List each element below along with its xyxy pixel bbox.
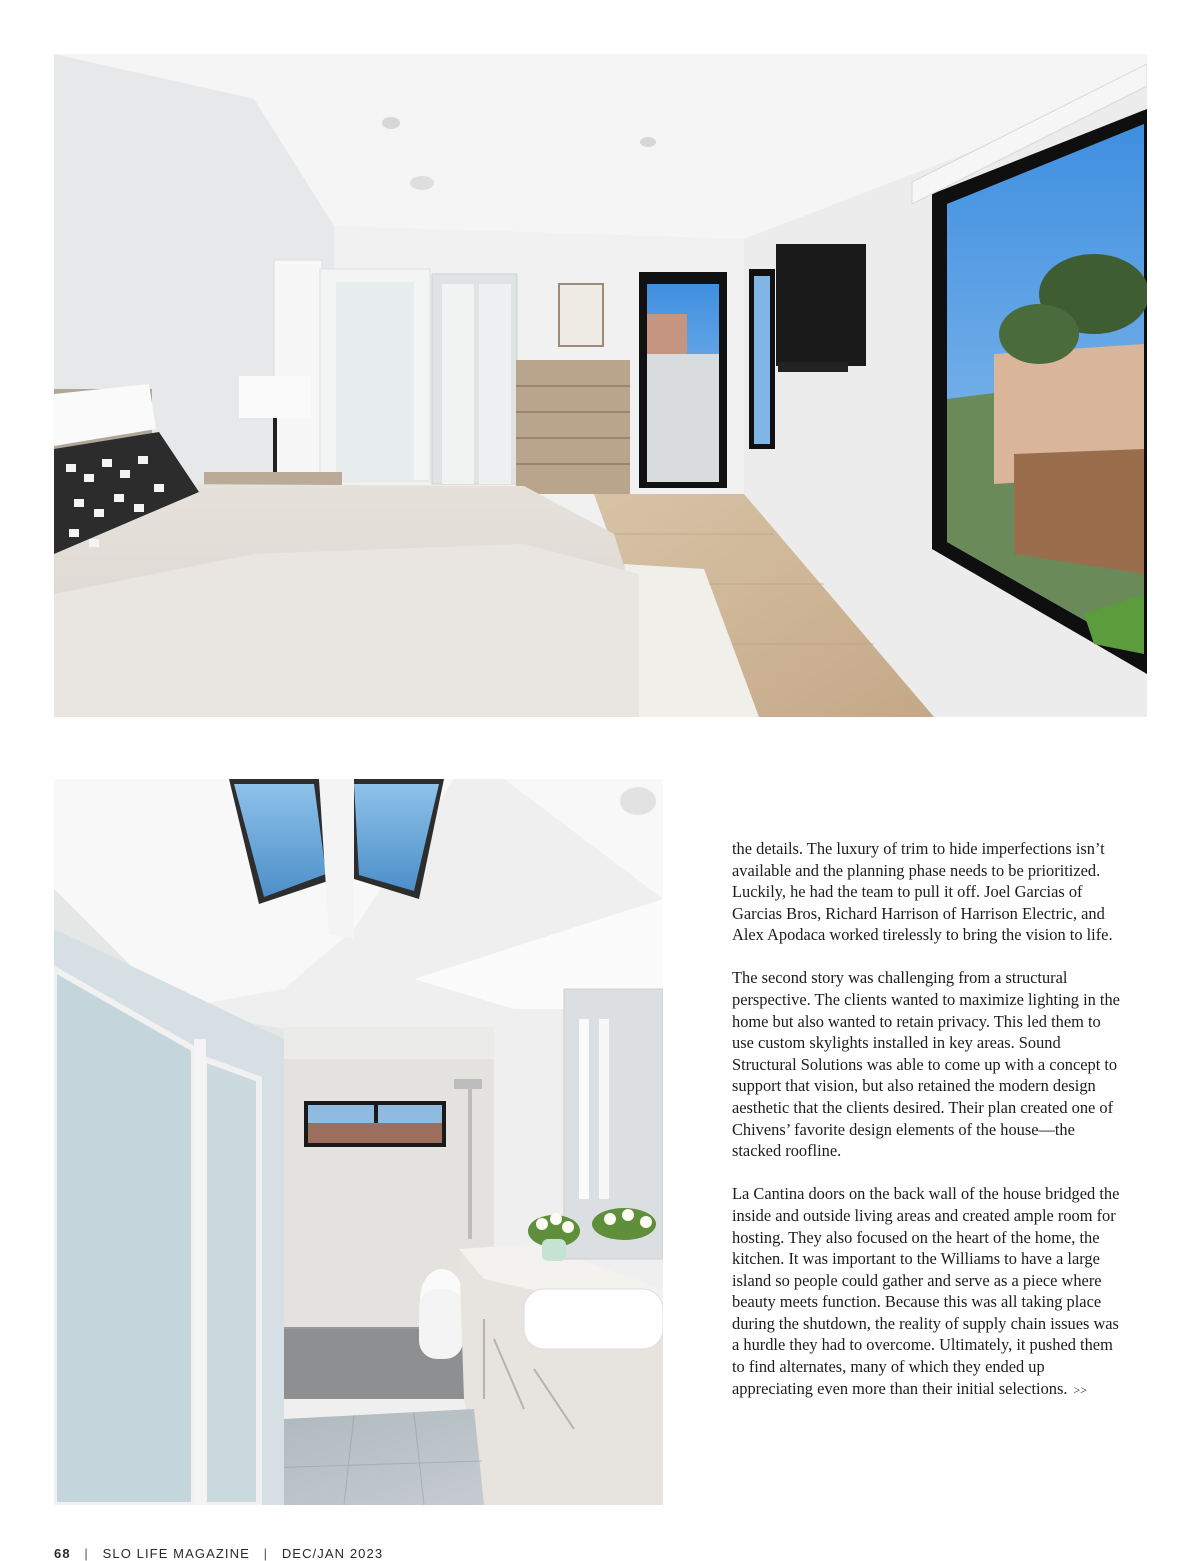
- footer-separator: |: [84, 1546, 89, 1561]
- bathroom-photo-illustration: [54, 779, 663, 1505]
- bedroom-photo-illustration: [54, 54, 1147, 717]
- article-paragraph-2: The second story was challenging from a structural perspective. The clients wanted to maximize lighting in the home but also wanted to retain privacy. This led them to use custom skylights installed in key areas. Sound Structural Solutions was able to come up with a concept to support that vision, but also retained the modern design aesthetic that the clients desired. Their plan created one of Chivens’ favorite design elements of the house—the stacked roofline.: [732, 968, 1120, 1161]
- issue-date: DEC/JAN 2023: [281, 1546, 384, 1561]
- article-paragraph-3: [732, 1183, 1122, 1401]
- article-paragraph-1: the details. The luxury of trim to hide imperfections isn’t available and the planning phase needs to be prioritized. Luckily, he had the team to pull it off. Joel Garcias of Garcias Bros, Richard Harrison of Harrison Electric, and Alex Apodaca worked tirelessly to bring the vision to life.: [732, 839, 1113, 945]
- bedroom-photo: [54, 54, 1147, 717]
- article-paragraph-3-text: La Cantina doors on the back wall of the house bridged the inside and outside living areas and created ample room for hosting. They also focused on the heart of the home, the kitchen. It was important to the Williams to have a large island so people could gather and serve as a piece where beauty meets function. Because this was all taking place during the shutdown, the reality of supply chain issues was a hurdle they had to overcome. Ultimately, it pushed them to find alternates, many of which they ended up appreciating even more than their initial selections.: [732, 1184, 1120, 1398]
- continue-mark: >>: [1073, 1382, 1087, 1397]
- footer-separator: |: [263, 1546, 269, 1561]
- publication-name: SLO LIFE MAGAZINE: [102, 1546, 250, 1561]
- page-number: 68: [54, 1546, 71, 1561]
- article-body: [732, 838, 1122, 1401]
- bathroom-photo: [54, 779, 663, 1505]
- page-footer: [54, 1546, 383, 1561]
